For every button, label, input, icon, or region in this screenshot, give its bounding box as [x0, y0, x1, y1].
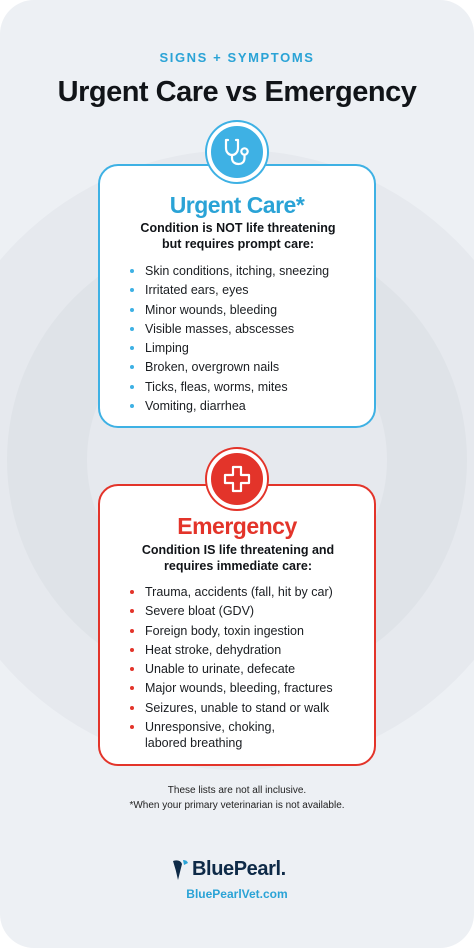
bullet-icon: [130, 667, 134, 671]
list-item-text: Unresponsive, choking,: [145, 720, 275, 735]
urgent-care-list: [130, 263, 329, 417]
list-item: [130, 661, 333, 677]
bullet-icon: [130, 725, 134, 729]
list-item-text: Major wounds, bleeding, fractures: [145, 681, 333, 696]
list-item-continuation: [130, 735, 333, 751]
list-item-text: Irritated ears, eyes: [145, 283, 249, 298]
list-item: [130, 623, 333, 639]
urgent-care-title: Urgent Care*: [169, 192, 305, 218]
list-item: [130, 584, 333, 600]
urgent-care-card: [98, 164, 376, 428]
list-item-text: Broken, overgrown nails: [145, 360, 280, 375]
list-item: [130, 700, 333, 716]
list-item: [130, 398, 329, 414]
bullet-icon: [130, 365, 134, 369]
emergency-subtitle: [114, 542, 362, 574]
emergency-subtitle-line2: requires immediate care:: [164, 559, 312, 573]
bullet-icon: [130, 686, 134, 690]
emergency-list: [130, 584, 333, 754]
list-item: [130, 321, 329, 337]
list-item-text: Heat stroke, dehydration: [145, 642, 282, 657]
list-item: [130, 680, 333, 696]
bluepearl-logo: [170, 858, 304, 884]
bullet-icon: [130, 327, 134, 331]
list-item-text: labored breathing: [145, 736, 243, 751]
medical-cross-icon: [207, 449, 267, 509]
section-eyebrow: SIGNS + SYMPTOMS: [159, 50, 315, 65]
list-item: [130, 263, 329, 279]
list-item: [130, 340, 329, 356]
bluepearl-mark-icon: [170, 858, 190, 882]
bullet-icon: [130, 706, 134, 710]
website-link[interactable]: BluePearlVet.com: [186, 887, 288, 901]
list-item: [130, 302, 329, 318]
list-item-text: Ticks, fleas, worms, mites: [145, 379, 288, 394]
bullet-icon: [130, 648, 134, 652]
asterisk-note: *When your primary veterinarian is not available.: [129, 800, 345, 811]
list-item-text: Minor wounds, bleeding: [145, 302, 278, 317]
list-item: [130, 719, 333, 735]
list-item: [130, 359, 329, 375]
stethoscope-icon: [207, 122, 267, 182]
urgent-care-subtitle-line1: Condition is NOT life threatening: [140, 221, 336, 235]
disclaimer-note: These lists are not all inclusive.: [167, 785, 307, 796]
list-item-text: Limping: [145, 341, 189, 356]
emergency-card: [98, 484, 376, 766]
page-title: Urgent Care vs Emergency: [57, 76, 417, 108]
list-item-text: Visible masses, abscesses: [145, 321, 295, 336]
list-item-text: Foreign body, toxin ingestion: [145, 623, 304, 638]
list-item: [130, 642, 333, 658]
bullet-icon: [130, 590, 134, 594]
logo-text: BluePearl.: [192, 858, 286, 880]
bullet-icon: [130, 269, 134, 273]
urgent-care-subtitle-line2: but requires prompt care:: [161, 237, 315, 251]
bullet-icon: [130, 385, 134, 389]
bullet-icon: [130, 308, 134, 312]
bullet-icon: [130, 346, 134, 350]
emergency-title: Emergency: [177, 513, 297, 539]
bullet-icon: [130, 288, 134, 292]
list-item-text: Trauma, accidents (fall, hit by car): [145, 585, 333, 599]
list-item-text: Severe bloat (GDV): [145, 604, 255, 619]
list-item: [130, 603, 333, 619]
list-item-text: Vomiting, diarrhea: [145, 399, 246, 414]
emergency-subtitle-line1: Condition IS life threatening and: [141, 543, 335, 557]
list-item: [130, 379, 329, 395]
bullet-icon: [130, 609, 134, 613]
urgent-care-subtitle: [114, 220, 362, 252]
bullet-icon: [130, 404, 134, 408]
list-item-text: Seizures, unable to stand or walk: [145, 700, 330, 715]
list-item: [130, 282, 329, 298]
list-item-text: Skin conditions, itching, sneezing: [145, 264, 330, 278]
bullet-icon: [130, 629, 134, 633]
list-item-text: Unable to urinate, defecate: [145, 662, 296, 677]
